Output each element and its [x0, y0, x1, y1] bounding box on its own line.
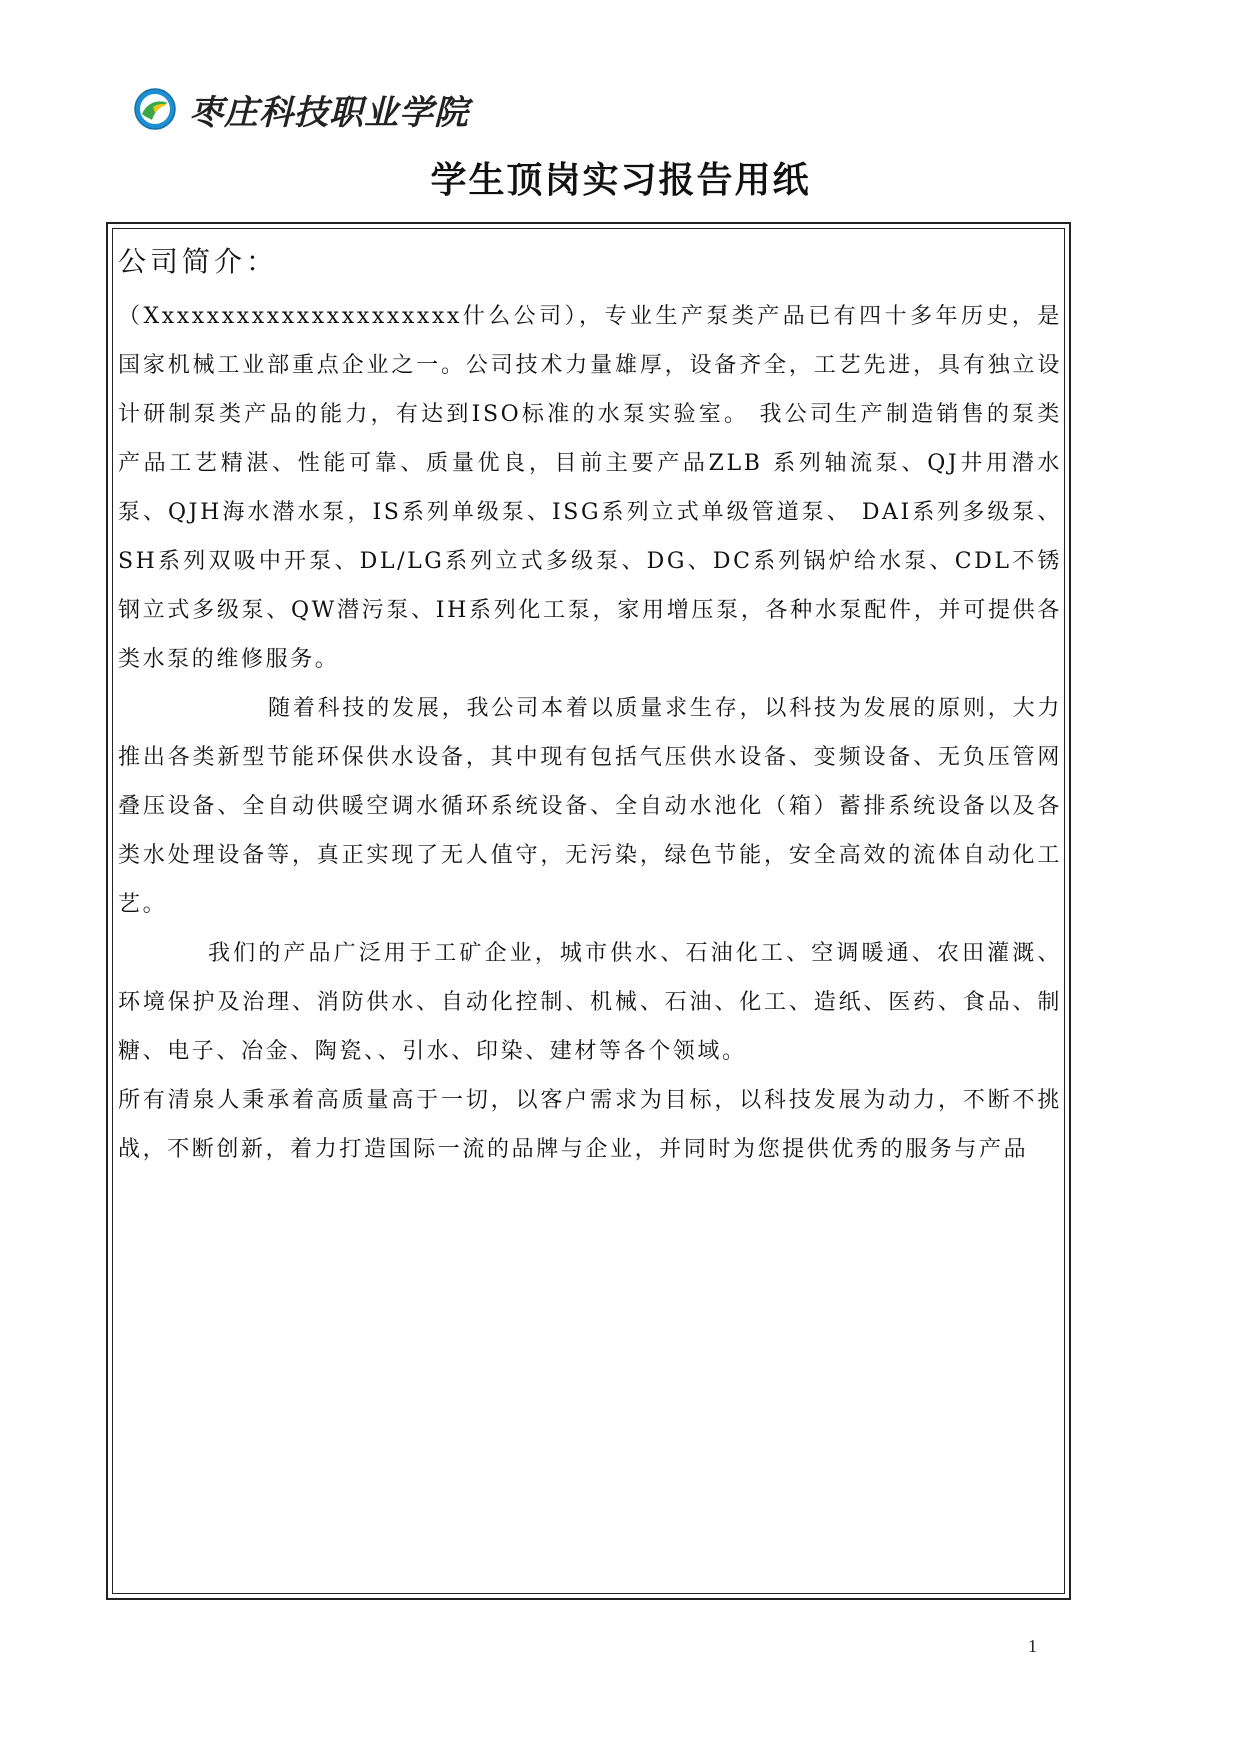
- paragraph-company-profile: （Xxxxxxxxxxxxxxxxxxxxx什么公司），专业生产泵类产品已有四十多年历史，是国家机械工业部重点企业之一。公司技术力量雄厚，设备齐全，工艺先进，具有独立设计研制泵类产品的能力，有达到ISO标准的水泵实验室。 我公司生产制造销售的泵类产品工艺精湛、性能可靠、质量优良，目前主要产品ZLB 系列轴流泵、QJ井用潜水泵、QJH海水潜水泵，IS系列单级泵、ISG系列立式单级管道泵、 DAI系列多级泵、SH系列双吸中开泵、DL/LG系列立式多级泵、DG、DC系列锅炉给水泵、CDL不锈钢立式多级泵、QW潜污泵、IH系列化工泵，家用增压泵，各种水泵配件，并可提供各类水泵的维修服务。: [118, 304, 1062, 672]
- paragraph-mission: 所有清泉人秉承着高质量高于一切，以客户需求为目标，以科技发展为动力，不断不挑战，不断创新，着力打造国际一流的品牌与企业，并同时为您提供优秀的服务与产品: [118, 1088, 1062, 1162]
- paragraph-development: 随着科技的发展，我公司本着以质量求生存，以科技为发展的原则，大力推出各类新型节能环保供水设备，其中现有包括气压供水设备、变频设备、无负压管网叠压设备、全自动供暖空调水循环系统设备、全自动水池化（箱）蓄排系统设备以及各类水处理设备等，真正实现了无人值守，无污染，绿色节能，安全高效的流体自动化工艺。: [118, 696, 1062, 917]
- school-header: [133, 84, 469, 134]
- section-heading: 公司简介：: [118, 245, 279, 278]
- school-logo-icon: [133, 87, 177, 131]
- school-name: 枣庄科技职业学院: [189, 92, 469, 133]
- page-number: 1: [1028, 1636, 1037, 1656]
- report-content: [118, 240, 1062, 1174]
- paragraph-applications: 我们的产品广泛用于工矿企业，城市供水、石油化工、空调暖通、农田灌溉、环境保护及治理、消防供水、自动化控制、机械、石油、化工、造纸、医药、食品、制糖、电子、冶金、陶瓷、、引水、印染、建材等各个领域。: [118, 941, 1062, 1064]
- document-title: 学生顶岗实习报告用纸: [430, 160, 811, 201]
